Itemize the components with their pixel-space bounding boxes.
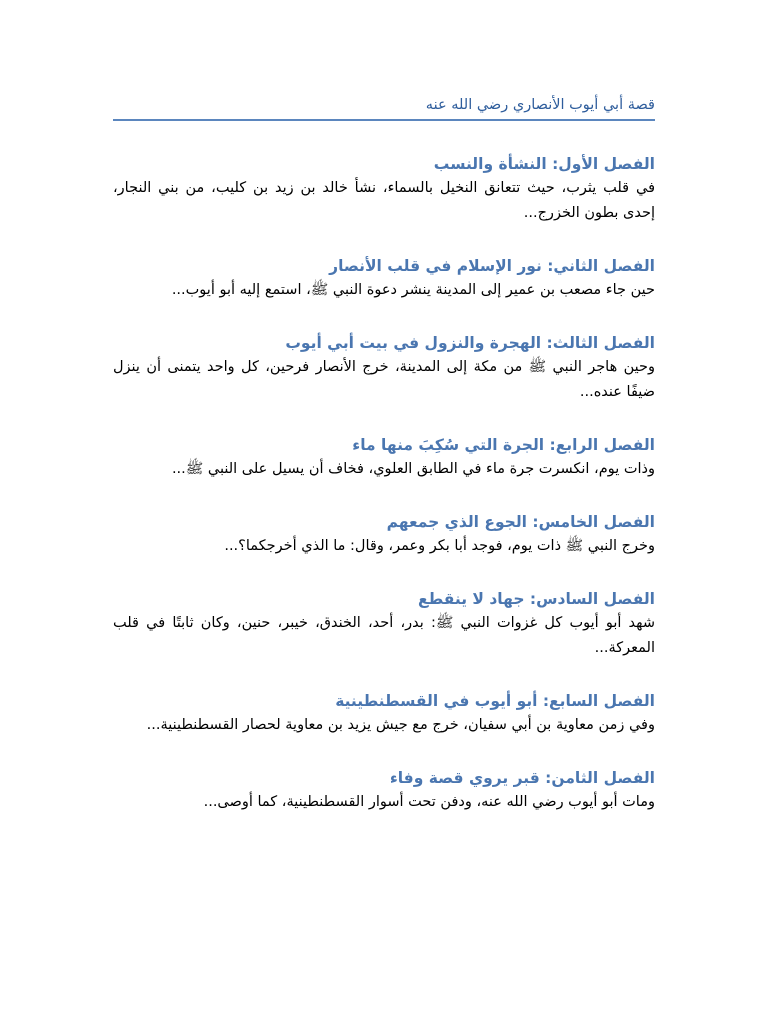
chapter-heading: الفصل الرابع: الجرة التي سُكِبَ منها ماء bbox=[352, 436, 655, 454]
chapter-1 bbox=[113, 152, 655, 226]
chapter-4 bbox=[113, 433, 655, 482]
chapter-3 bbox=[113, 331, 655, 405]
document-page bbox=[113, 0, 655, 815]
chapter-heading: الفصل الثامن: قبر يروي قصة وفاء bbox=[389, 769, 655, 787]
chapter-text: وحين هاجر النبي ﷺ من مكة إلى المدينة، خرج الأنصار فرحين، كل واحد يتمنى أن ينزل ضيفًا عنده... bbox=[113, 359, 655, 400]
chapter-text: ومات أبو أيوب رضي الله عنه، ودفن تحت أسوار القسطنطينية، كما أوصى... bbox=[203, 794, 655, 810]
chapter-heading: الفصل الثاني: نور الإسلام في قلب الأنصار bbox=[329, 257, 655, 275]
chapter-heading: الفصل الخامس: الجوع الذي جمعهم bbox=[386, 513, 655, 531]
chapter-6 bbox=[113, 587, 655, 661]
chapter-heading: الفصل السابع: أبو أيوب في القسطنطينية bbox=[335, 692, 655, 710]
chapter-7 bbox=[113, 689, 655, 738]
chapter-text: وذات يوم، انكسرت جرة ماء في الطابق العلوي، فخاف أن يسيل على النبي ﷺ... bbox=[171, 461, 655, 477]
document-title: قصة أبي أيوب الأنصاري رضي الله عنه bbox=[425, 97, 655, 113]
chapter-text: في قلب يثرب، حيث تتعانق النخيل بالسماء، نشأ خالد بن زيد بن كليب، من بني النجار، إحدى بطون الخزرج... bbox=[113, 180, 655, 221]
chapter-8 bbox=[113, 766, 655, 815]
chapter-text: حين جاء مصعب بن عمير إلى المدينة ينشر دعوة النبي ﷺ، استمع إليه أبو أيوب... bbox=[171, 282, 655, 298]
chapter-5 bbox=[113, 510, 655, 559]
chapter-text: وخرج النبي ﷺ ذات يوم، فوجد أبا بكر وعمر، وقال: ما الذي أخرجكما؟... bbox=[224, 538, 655, 554]
chapter-heading: الفصل الثالث: الهجرة والنزول في بيت أبي أيوب bbox=[285, 334, 655, 352]
chapter-heading: الفصل الأول: النشأة والنسب bbox=[433, 155, 655, 173]
title-underline bbox=[113, 119, 655, 121]
chapter-text: شهد أبو أيوب كل غزوات النبي ﷺ: بدر، أحد، الخندق، خيبر، حنين، وكان ثابتًا في قلب المعركة... bbox=[113, 615, 655, 656]
chapter-2 bbox=[113, 254, 655, 303]
chapter-text: وفي زمن معاوية بن أبي سفيان، خرج مع جيش يزيد بن معاوية لحصار القسطنطينية... bbox=[146, 717, 655, 733]
chapter-heading: الفصل السادس: جهاد لا ينقطع bbox=[418, 590, 655, 608]
